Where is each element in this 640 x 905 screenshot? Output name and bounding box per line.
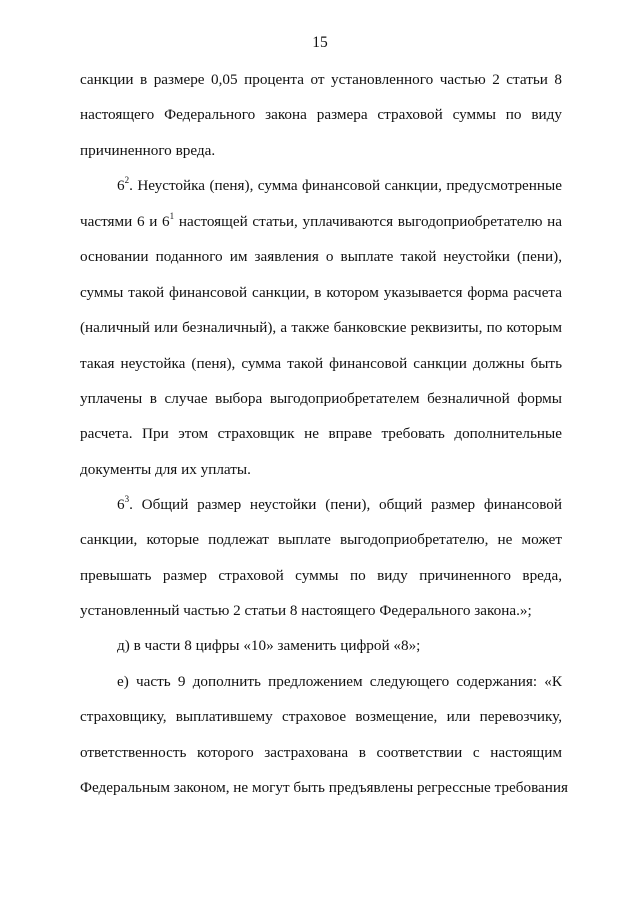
text-line-1: санкции в размере 0,05 процента от установленного частью 2 статьи 8	[80, 71, 562, 88]
text-line-16: установленный частью 2 статьи 8 настоящего Федерального закона.»;	[80, 602, 532, 619]
page-number: 15	[312, 34, 328, 51]
text-line-19: страховщику, выплатившему страховое возмещение, или перевозчику,	[80, 708, 562, 725]
paragraph-6-3-number: $6^3$.	[117, 493, 133, 513]
text-line-13: Общий размер неустойки (пени), общий размер финансовой	[141, 496, 562, 513]
text-line-2: настоящего Федерального закона размера страховой суммы по виду	[80, 106, 562, 123]
text-line-10: уплачены в случае выбора выгодоприобретателем безналичной формы	[80, 390, 562, 407]
text-line-3: причиненного вреда.	[80, 142, 216, 159]
text-line-20: ответственность которого застрахована в соответствии с настоящим	[80, 744, 562, 761]
text-line-7: суммы такой финансовой санкции, в котором указывается форма расчета	[80, 284, 562, 301]
item-d-line: д) в части 8 цифры «10» заменить цифрой «8»;	[117, 637, 421, 654]
paragraph-6-2-number: $6^2$.	[117, 174, 133, 194]
paragraph-6-3-first-line	[117, 495, 562, 515]
text-line-6: основании поданного им заявления о выплате такой неустойки (пени),	[80, 248, 562, 265]
text-line-5: частями 6 и $6^1$ настоящей статьи, уплачиваются выгодоприобретателю на	[80, 210, 562, 230]
text-line-12: документы для их уплаты.	[80, 461, 251, 478]
text-line-11: расчета. При этом страховщик не вправе требовать дополнительные	[80, 425, 562, 442]
text-line-4: Неустойка (пеня), сумма финансовой санкции, предусмотренные	[137, 177, 563, 194]
paragraph-6-2-first-line	[117, 176, 562, 196]
text-line-21: Федеральным законом, не могут быть предъявлены регрессные требования	[80, 779, 569, 796]
text-line-14: санкции, которые подлежат выплате выгодоприобретателю, не может	[80, 531, 562, 548]
text-line-15: превышать размер страховой суммы по виду причиненного вреда,	[80, 567, 562, 584]
text-line-8: (наличный или безналичный), а также банковские реквизиты, по которым	[80, 319, 562, 336]
text-line-9: такая неустойка (пеня), сумма такой финансовой санкции должны быть	[80, 355, 562, 372]
item-e-first-line: е) часть 9 дополнить предложением следующего содержания: «К	[117, 673, 562, 690]
